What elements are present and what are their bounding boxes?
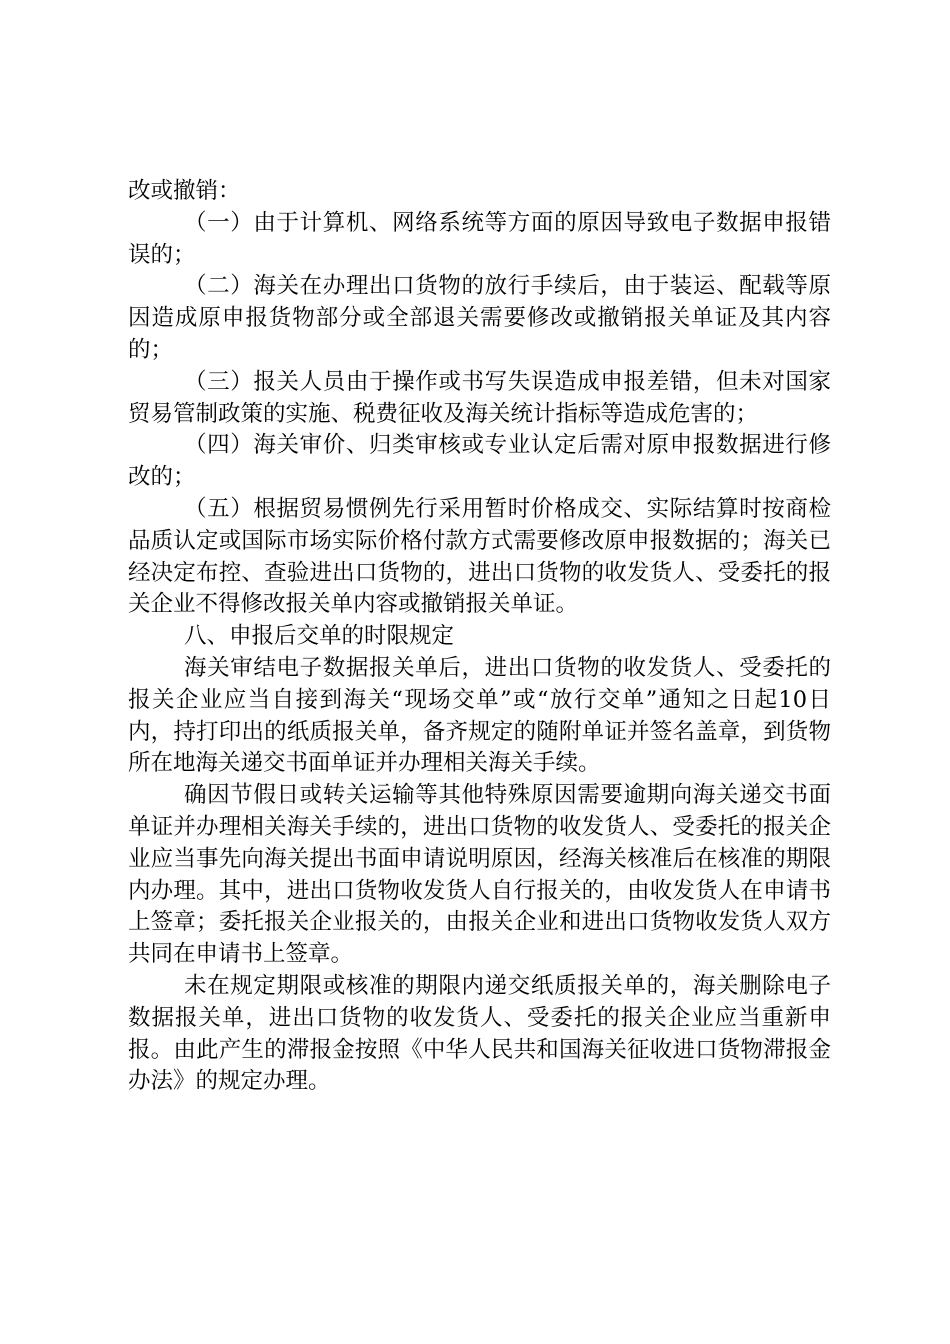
paragraph-continuation: 改或撤销： — [128, 178, 241, 204]
paragraph-late-penalty: 未在规定期限或核准的期限内递交纸质报关单的，海关删除电子数据报关单，进出口货物的收发货人、受委托的报关企业应当重新申报。由此产生的滞报金按照《中华人民共和国海关征收进口货物滞报金办法》的规定办理。 — [128, 972, 831, 1095]
paragraph-item-5: （五）根据贸易惯例先行采用暂时价格成交、实际结算时按商检品质认定或国际市场实际价格付款方式需要修改原申报数据的；海关已经决定布控、查验进出口货物的，进出口货物的收发货人、受委托的报关企业不得修改报关单内容或撤销报关单证。 — [128, 495, 831, 618]
document-page — [128, 176, 831, 1098]
section-heading-8: 八、申报后交单的时限规定 — [184, 623, 455, 650]
paragraph-item-4: （四）海关审价、归类审核或专业认定后需对原申报数据进行修改的； — [128, 432, 831, 491]
paragraph-extension-request: 确因节假日或转关运输等其他特殊原因需要逾期向海关递交书面单证并办理相关海关手续的，进出口货物的收发货人、受委托的报关企业应当事先向海关提出书面申请说明原因，经海关核准后在核准的期限内办理。其中，进出口货物收发货人自行报关的，由收发货人在申请书上签章；委托报关企业报关的，由报关企业和进出口货物收发货人双方共同在申请书上签章。 — [128, 782, 831, 968]
paragraph-item-3: （三）报关人员由于操作或书写失误造成申报差错，但未对国家贸易管制政策的实施、税费征收及海关统计指标等造成危害的； — [128, 368, 831, 427]
paragraph-submission-deadline: 海关审结电子数据报关单后，进出口货物的收发货人、受委托的报关企业应当自接到海关“现场交单”或“放行交单”通知之日起10日内，持打印出的纸质报关单，备齐规定的随附单证并签名盖章，到货物所在地海关递交书面单证并办理相关海关手续。 — [128, 654, 831, 777]
paragraph-item-1: （一）由于计算机、网络系统等方面的原因导致电子数据申报错误的； — [128, 209, 831, 268]
paragraph-item-2: （二）海关在办理出口货物的放行手续后，由于装运、配载等原因造成原申报货物部分或全部退关需要修改或撤销报关单证及其内容的； — [128, 273, 831, 363]
